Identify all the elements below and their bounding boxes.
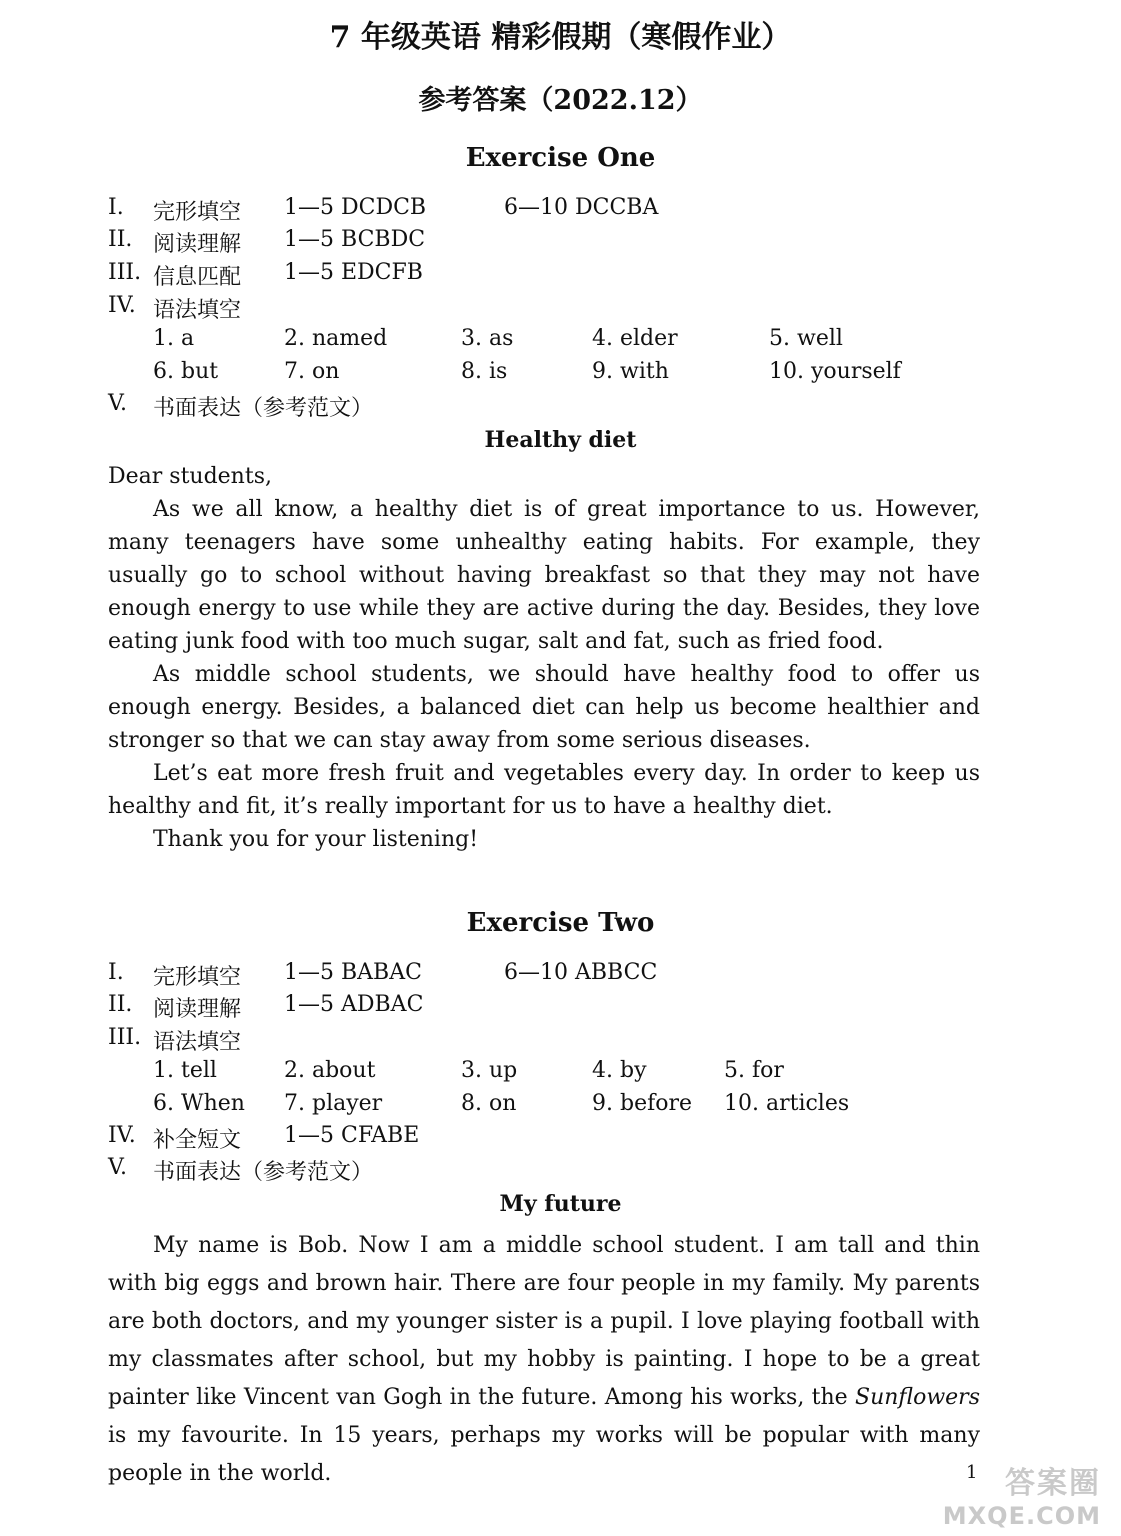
exercise-one-heading: Exercise One — [465, 143, 656, 173]
essay-paragraph: Let’s eat more fresh fruit and vegetables every day. In order to keep us healthy and fit, it’s really important for us to have a healthy diet. — [108, 761, 980, 819]
grammar-answer: 8. is — [461, 359, 508, 384]
row-label: 语法填空 — [153, 1030, 242, 1055]
essay-paragraph: As middle school students, we should have healthy food to offer us enough energy. Besides, a balanced diet can help us become healthier and stronger so that we can stay away from some serious diseases. — [108, 662, 980, 753]
site-watermark — [943, 1458, 1101, 1530]
artwork-title: Sunflowers — [855, 1385, 980, 1410]
row-label: 阅读理解 — [153, 997, 242, 1022]
row-num: III. — [108, 1025, 142, 1050]
grammar-answer: 2. about — [284, 1058, 376, 1083]
grammar-answer: 5. well — [769, 326, 843, 351]
page-title: 7 年级英语 精彩假期（寒假作业） — [329, 20, 792, 55]
grammar-answer: 8. on — [461, 1091, 517, 1116]
essay-greeting: Dear students, — [108, 464, 272, 489]
grammar-answer: 2. named — [284, 326, 388, 351]
row-num: III. — [108, 260, 142, 285]
essay-closing: Thank you for your listening! — [153, 827, 479, 852]
page-number: 1 — [966, 1462, 978, 1483]
grammar-answer: 10. yourself — [769, 359, 901, 384]
grammar-answer: 1. tell — [153, 1058, 217, 1083]
row-num: V. — [108, 391, 128, 416]
row-num: IV. — [108, 1123, 136, 1148]
row-num: IV. — [108, 293, 136, 318]
row-answer: 1—5 CFABE — [284, 1123, 420, 1148]
grammar-answer: 7. player — [284, 1091, 383, 1116]
row-label: 书面表达（参考范文） — [153, 396, 374, 421]
row-num: II. — [108, 992, 133, 1017]
page-subtitle: 参考答案（2022.12） — [418, 85, 703, 116]
grammar-answer: 9. before — [592, 1091, 693, 1116]
essay-text: My name is Bob. Now I am a middle school student. I am tall and thin with big eggs and brown hair. There are four people in my family. My parents are both doctors, and my younger sister is a pupil. I love playing football with my classmates after school, but my hobby is painting. I hope to be a great painter like Vincent van Gogh in the future. Among his works, the — [108, 1233, 980, 1410]
row-num: II. — [108, 227, 133, 252]
grammar-answer: 10. articles — [724, 1091, 850, 1116]
grammar-answer: 7. on — [284, 359, 340, 384]
grammar-answer: 4. elder — [592, 326, 678, 351]
essay-healthy-diet — [108, 460, 980, 856]
grammar-answer: 1. a — [153, 326, 195, 351]
row-answer: 1—5 BCBDC — [284, 227, 426, 252]
grammar-answer: 9. with — [592, 359, 669, 384]
row-label: 语法填空 — [153, 298, 242, 323]
row-label: 信息匹配 — [153, 265, 242, 290]
essay-title: Healthy diet — [484, 427, 637, 453]
row-answer: 6—10 ABBCC — [504, 960, 658, 985]
grammar-answer: 5. for — [724, 1058, 784, 1083]
row-answer: 6—10 DCCBA — [504, 195, 659, 220]
grammar-answer: 6. but — [153, 359, 219, 384]
row-label: 书面表达（参考范文） — [153, 1160, 374, 1185]
watermark-logo: 答案圈 — [1005, 1466, 1101, 1501]
grammar-answer: 6. When — [153, 1091, 245, 1116]
exercise-two-heading: Exercise Two — [466, 908, 655, 938]
watermark-url: MXQE.COM — [942, 1502, 1101, 1530]
row-answer: 1—5 ADBAC — [284, 992, 424, 1017]
grammar-answer: 3. up — [461, 1058, 518, 1083]
essay-text: is my favourite. In 15 years, perhaps my works will be popular with many people in the world. — [108, 1423, 980, 1486]
row-label: 完形填空 — [153, 965, 242, 990]
row-num: I. — [108, 195, 124, 220]
row-answer: 1—5 EDCFB — [284, 260, 423, 285]
row-num: I. — [108, 960, 124, 985]
row-label: 阅读理解 — [153, 232, 242, 257]
row-answer: 1—5 BABAC — [284, 960, 422, 985]
row-answer: 1—5 DCDCB — [284, 195, 427, 220]
essay-title: My future — [499, 1191, 622, 1217]
essay-paragraph — [108, 1227, 980, 1493]
grammar-answer: 3. as — [461, 326, 514, 351]
grammar-answer: 4. by — [592, 1058, 647, 1083]
row-label: 完形填空 — [153, 200, 242, 225]
essay-my-future — [108, 1227, 980, 1493]
row-label: 补全短文 — [153, 1128, 242, 1153]
row-num: V. — [108, 1155, 128, 1180]
essay-paragraph: As we all know, a healthy diet is of great importance to us. However, many teenagers have some unhealthy eating habits. For example, they usually go to school without having breakfast so that they may not have enough energy to use while they are active during the day. Besides, they love eating junk food with too much sugar, salt and fat, such as fried food. — [108, 497, 980, 654]
